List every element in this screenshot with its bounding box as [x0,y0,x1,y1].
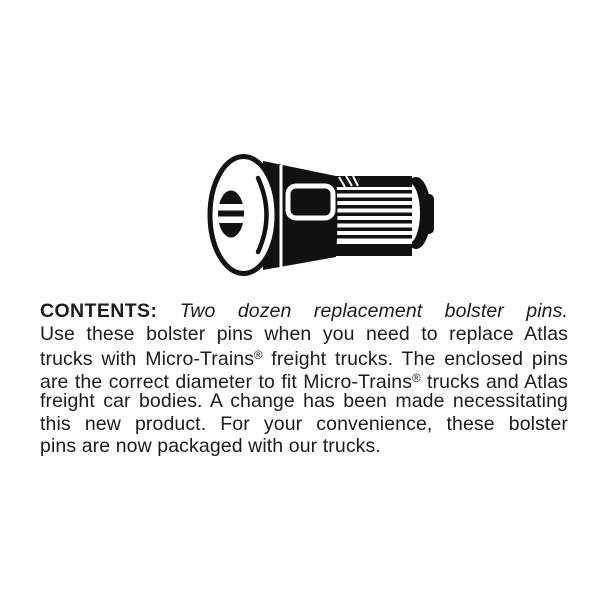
contents-label: CONTENTS: [40,300,158,322]
contents-paragraph [40,300,568,458]
paragraph-line-5: freight car bodies. A change has been made necessitating [40,390,568,412]
bolster-pin-illustration [198,146,438,291]
registered-trademark-symbol: ® [412,372,421,385]
registered-trademark-symbol: ® [254,350,263,362]
paragraph-line-4: are the correct diameter to fit Micro-Trains® trucks and Atlas [40,370,568,393]
paragraph-line-1 [40,300,568,323]
paragraph-line-6: this new product. For your convenience, these bolster [40,412,568,435]
paragraph-line-2: Use these bolster pins when you need to replace Atlas [40,322,568,345]
pin-splined-section [336,176,412,256]
paragraph-line-7: pins are now packaged with our trucks. [40,435,381,457]
contents-summary: Two dozen replacement bolster pins. [179,300,568,322]
paragraph-line-3: trucks with Micro-Trains® freight trucks. The enclosed pins [40,348,569,370]
